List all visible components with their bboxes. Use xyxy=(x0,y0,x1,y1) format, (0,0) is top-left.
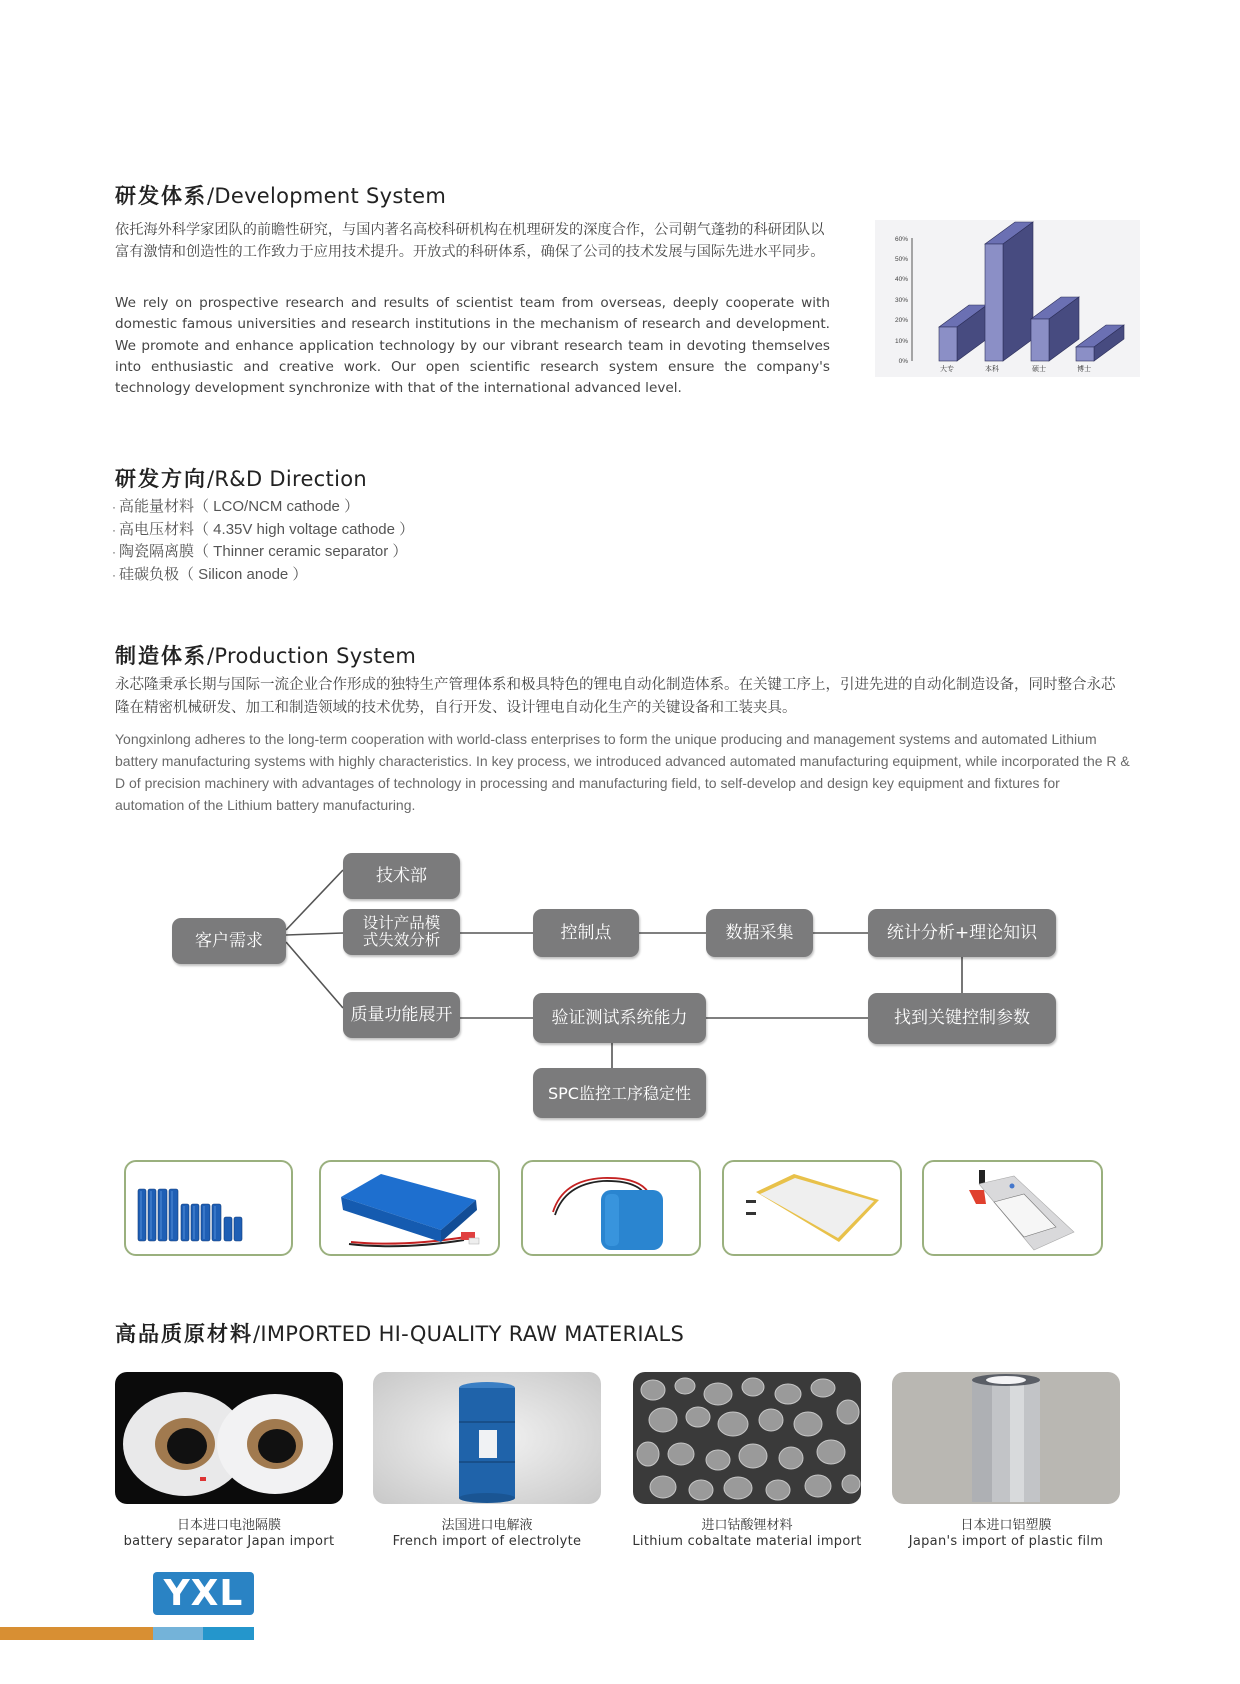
flow-node-tech-dept: 技术部 xyxy=(343,853,460,899)
rd-title-cn: 研发方向 xyxy=(115,467,207,491)
product-image-pouch-cell xyxy=(922,1160,1103,1256)
flow-node-customer-needs: 客户需求 xyxy=(172,918,286,964)
flow-node-control-point: 控制点 xyxy=(533,909,639,957)
footer-bar-blue xyxy=(203,1627,254,1640)
svg-text:20%: 20% xyxy=(894,317,908,324)
material-image-plastic-film xyxy=(892,1372,1120,1504)
svg-text:大专: 大专 xyxy=(940,365,954,373)
material-caption-separator: 日本进口电池隔膜 battery separator Japan import xyxy=(123,1518,335,1549)
flow-node-statistical-analysis: 统计分析+理论知识 xyxy=(868,909,1056,957)
product-image-polymer-cell xyxy=(722,1160,902,1256)
flow-node-data-collection: 数据采集 xyxy=(706,909,813,957)
svg-text:40%: 40% xyxy=(894,276,908,283)
material-image-separator xyxy=(115,1372,343,1504)
product-image-battery-pack xyxy=(319,1160,500,1256)
footer-bar-lightblue xyxy=(153,1627,203,1640)
svg-text:10%: 10% xyxy=(894,338,908,345)
list-item: · 硅碳负极（ Silicon anode ） xyxy=(112,565,308,583)
material-image-cobaltate xyxy=(633,1372,861,1504)
materials-title-cn: 高品质原材料 xyxy=(115,1322,253,1346)
flow-node-spc: SPC监控工序稳定性 xyxy=(533,1068,706,1118)
development-title-cn: 研发体系 xyxy=(115,184,207,208)
material-caption-electrolyte: 法国进口电解液 French import of electrolyte xyxy=(392,1518,582,1549)
development-title-en: /Development System xyxy=(207,184,447,208)
material-caption-plastic-film: 日本进口铝塑膜 Japan's import of plastic film xyxy=(908,1518,1104,1549)
svg-text:60%: 60% xyxy=(894,236,908,243)
development-paragraph-en: We rely on prospective research and results of scientist team from overseas, deeply cooperate with domestic famous universities and research institutions in the mechanism of research and development. We promote and enhance application technology by our vibrant research team in devoting themselves into enthusiastic and creative work. Our open scientific research system ensure the company's technology development synchronize with that of the international advanced level. xyxy=(115,295,830,397)
list-item: · 高电压材料（ 4.35V high voltage cathode ） xyxy=(112,520,415,538)
svg-text:博士: 博士 xyxy=(1077,365,1091,373)
material-image-electrolyte xyxy=(373,1372,601,1504)
production-title-en: /Production System xyxy=(207,644,417,668)
materials-title-en: /IMPORTED HI-QUALITY RAW MATERIALS xyxy=(253,1322,685,1346)
production-title-cn: 制造体系 xyxy=(115,644,207,668)
svg-text:0%: 0% xyxy=(898,358,908,365)
flow-node-verify-test: 验证测试系统能力 xyxy=(533,993,706,1043)
svg-text:本科: 本科 xyxy=(985,365,999,373)
product-image-cylindrical-cells xyxy=(124,1160,293,1256)
materials-section-title xyxy=(115,1318,684,1348)
footer-bar-orange xyxy=(0,1627,153,1640)
flow-node-key-params: 找到关键控制参数 xyxy=(868,993,1056,1044)
product-image-cylinder-pack xyxy=(521,1160,701,1256)
flow-node-qfd: 质量功能展开 xyxy=(343,992,460,1038)
production-paragraph-cn: 永芯隆秉承长期与国际一流企业合作形成的独特生产管理体系和极具特色的锂电自动化制造体系。在关键工序上，引进先进的自动化制造设备，同时整合永芯隆在精密机械研发、加工和制造领域的技术优势，自行开发、设计锂电自动化生产的关键设备和工装夹具。 xyxy=(115,677,1116,716)
svg-text:30%: 30% xyxy=(894,297,908,304)
list-item: · 高能量材料（ LCO/NCM cathode ） xyxy=(112,498,360,515)
material-caption-cobaltate: 进口钴酸锂材料 Lithium cobaltate material import xyxy=(632,1518,862,1549)
rd-title-en: /R&D Direction xyxy=(207,467,367,491)
list-item: · 陶瓷隔离膜（ Thinner ceramic separator ） xyxy=(112,543,408,560)
svg-text:硕士: 硕士 xyxy=(1032,365,1046,373)
production-paragraph-en: Yongxinlong adheres to the long-term cooperation with world-class enterprises to form the unique producing and management systems and automated Lithium battery manufacturing systems with highly characteristics. In key process, we introduced advanced automated manufacturing equipment, while incorporated the R & D of precision machinery with advantages of technology in processing and manufacturing field, to self-develop and design key equipment and fixtures for automation of the Lithium battery manufacturing. xyxy=(115,731,1130,813)
development-paragraph-cn: 依托海外科学家团队的前瞻性研究，与国内著名高校科研机构在机理研发的深度合作，公司朝气蓬勃的科研团队以富有激情和创造性的工作致力于应用技术提升。开放式的科研体系，确保了公司的技术发展与国际先进水平同步。 xyxy=(115,222,825,260)
svg-text:50%: 50% xyxy=(894,256,908,263)
yxl-logo: YXL xyxy=(153,1572,254,1615)
flow-node-dfmea: 设计产品模式失效分析 xyxy=(343,909,460,955)
